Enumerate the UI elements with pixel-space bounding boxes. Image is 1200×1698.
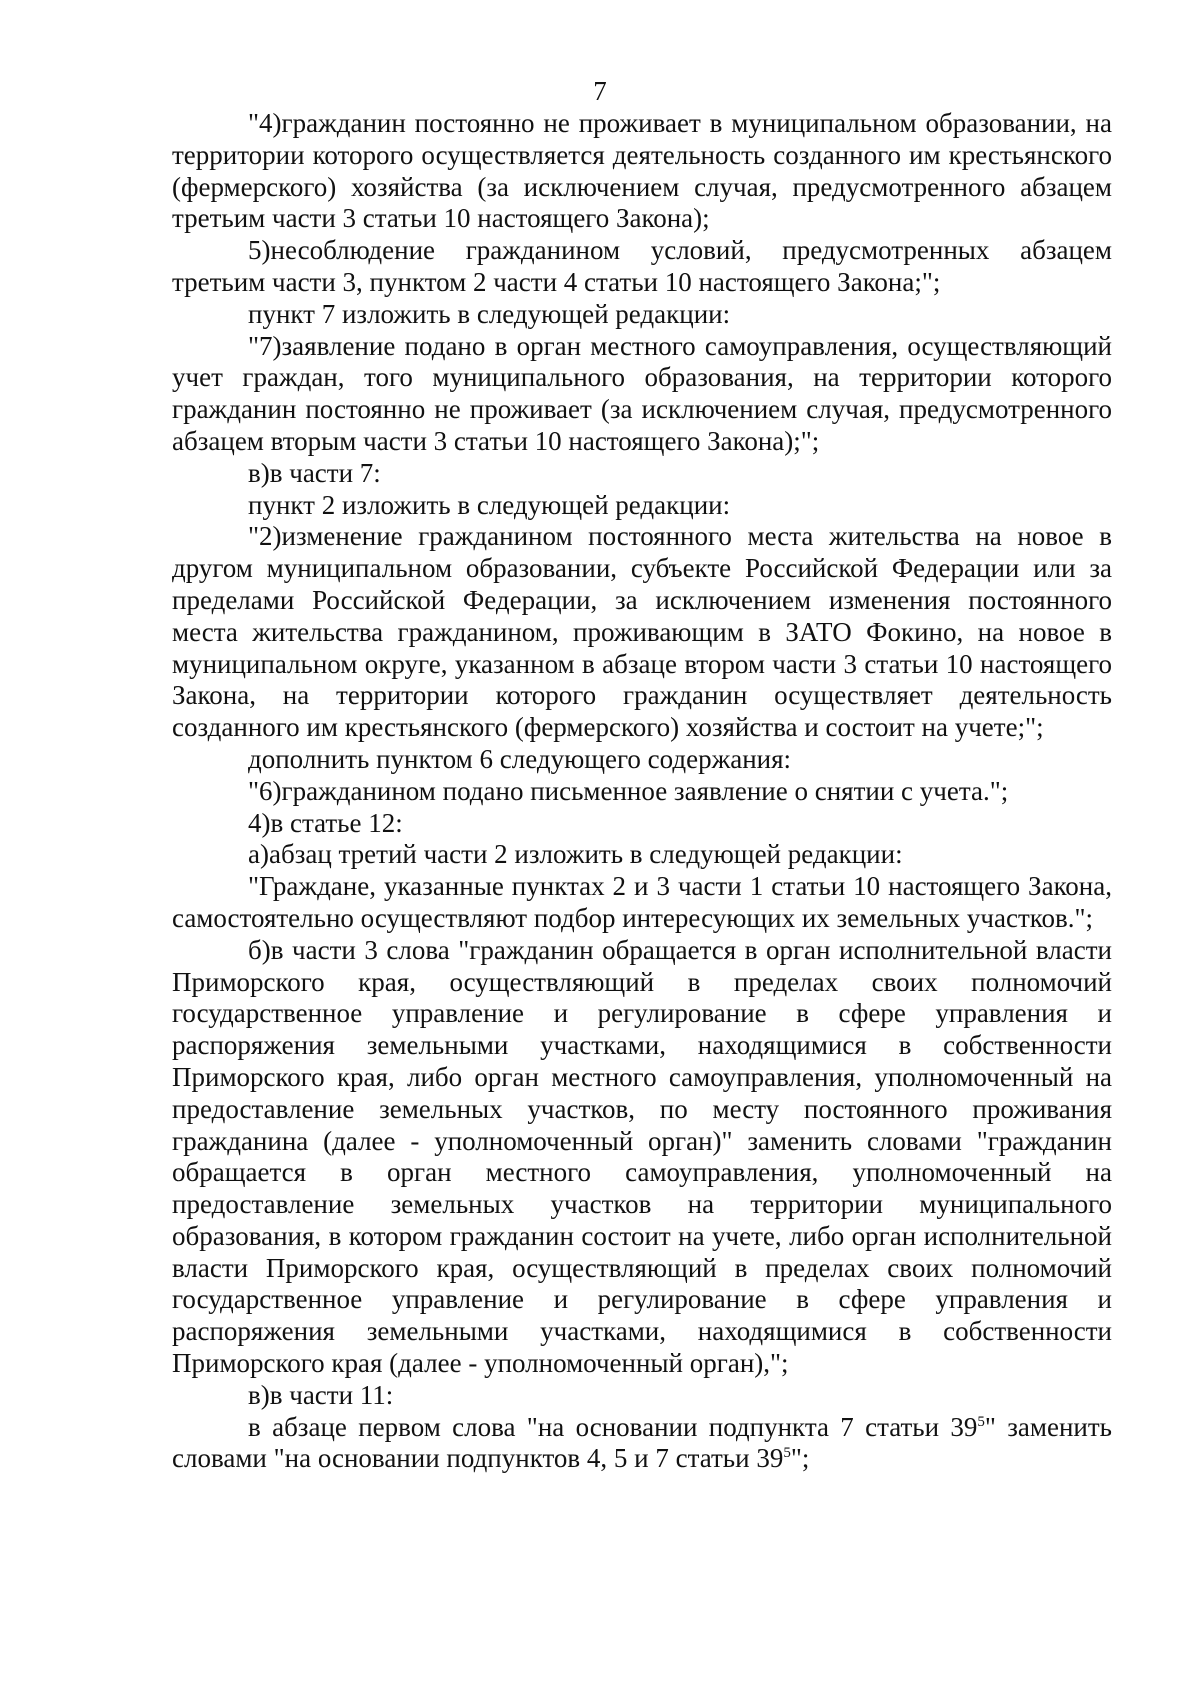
paragraph: "6)гражданином подано письменное заявление о снятии с учета."; (248, 775, 1009, 806)
final-text-part: " заменить словами "на основании подпунктов 4, 5 и 7 статьи 39 (172, 1411, 1112, 1474)
paragraph: дополнить пунктом 6 следующего содержания: (248, 743, 792, 774)
final-text-part: "; (790, 1443, 810, 1474)
paragraph: в)в части 7: (248, 457, 381, 488)
paragraph: "Граждане, указанные пунктах 2 и 3 части 1 статьи 10 настоящего Закона, самостоятельно осуществляют подбор интересующих их земельных участков."; (172, 871, 1112, 933)
paragraph: "4)гражданин постоянно не проживает в муниципальном образовании, на территории которого осуществляется деятельность созданного им крестьянского (фермерского) хозяйства (за исключением случая, предусмотренного абзацем третьим части 3 статьи 10 настоящего Закона); (172, 108, 1112, 234)
final-paragraph (172, 1412, 1112, 1476)
document-body (172, 108, 1112, 1475)
paragraph: пункт 2 изложить в следующей редакции: (248, 489, 731, 520)
paragraph: 5)несоблюдение гражданином условий, предусмотренных абзацем третьим части 3, пунктом 2 части 4 статьи 10 настоящего Закона;"; (172, 235, 1112, 297)
paragraph: "2)изменение гражданином постоянного места жительства на новое в другом муниципальном образовании, субъекте Российской Федерации или за пределами Российской Федерации, за исключением изменения постоянного места жительства гражданином, проживающим в ЗАТО Фокино, на новое в муниципальном округе, указанном в абзаце втором части 3 статьи 10 настоящего Закона, на территории которого гражданин осуществляет деятельность созданного им крестьянского (фермерского) хозяйства и состоит на учете;"; (172, 521, 1112, 743)
page-number: 7 (593, 76, 607, 106)
paragraph: а)абзац третий части 2 изложить в следующей редакции: (248, 839, 903, 870)
paragraph: "7)заявление подано в орган местного самоуправления, осуществляющий учет граждан, того муниципального образования, на территории которого гражданин постоянно не проживает (за исключением случая, предусмотренного абзацем вторым части 3 статьи 10 настоящего Закона);"; (172, 330, 1112, 456)
superscript: 5 (977, 1413, 985, 1430)
final-text-part: в абзаце первом слова "на основании подпункта 7 статьи 39 (248, 1411, 978, 1442)
superscript: 5 (783, 1445, 791, 1462)
paragraph: в)в части 11: (248, 1379, 394, 1410)
paragraph: пункт 7 изложить в следующей редакции: (248, 298, 731, 329)
paragraph: б)в части 3 слова "гражданин обращается в орган исполнительной власти Приморского края, осуществляющий в пределах своих полномочий государственное управление и регулирование в сфере управления и распоряжения земельными участками, находящимися в собственности Приморского края, либо орган местного самоуправления, уполномоченный на предоставление земельных участков, по месту постоянного проживания гражданина (далее - уполномоченный орган)" заменить словами "гражданин обращается в орган местного самоуправления, уполномоченный на предоставление земельных участков на территории муниципального образования, в котором гражданин состоит на учете, либо орган исполнительной власти Приморского края, осуществляющий в пределах своих полномочий государственное управление и регулирование в сфере управления и распоряжения земельными участками, находящимися в собственности Приморского края (далее - уполномоченный орган),"; (172, 934, 1112, 1379)
paragraph: 4)в статье 12: (248, 807, 403, 838)
